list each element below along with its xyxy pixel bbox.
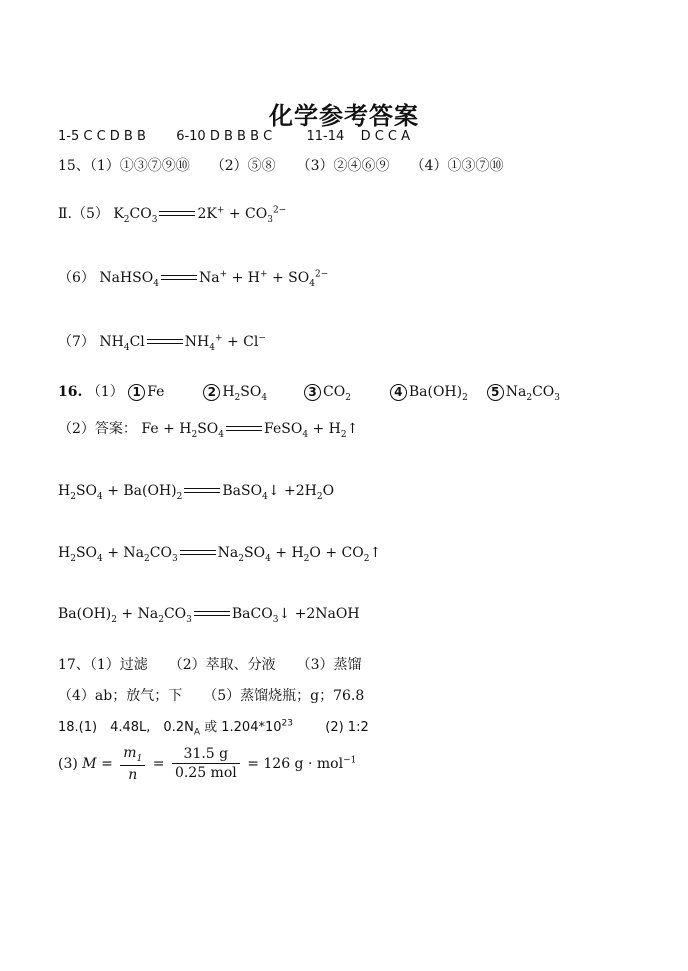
q16-label: 16. xyxy=(58,384,83,400)
q18-part2: (2) 1:2 xyxy=(325,720,369,735)
q16-eq2: $H_2SO_4 + Ba(OH)_2$ BaSO$_4$↓ $+2H_2O$ xyxy=(58,483,335,502)
mc-group-2-label: 6-10 xyxy=(176,129,206,144)
q16-answer-4: Ba(OH) xyxy=(408,384,463,400)
mc-group-2-answers: D B B B C xyxy=(209,129,273,144)
mc-group-3-answers: D C C A xyxy=(360,129,411,144)
q16-eq4: $Ba(OH)_2 + Na_2CO_3$ BaCO$_3$↓ +2NaOH xyxy=(58,606,360,625)
q18-part3-label: (3) xyxy=(58,755,78,772)
circle-number-1: 1 xyxy=(128,384,145,401)
fraction-values xyxy=(172,746,240,781)
q18-line3: (3) M = $\frac{m_1}{n}$ = $\frac{31.5 g}{\text{0.25 mol}}$ = 126 g · mol$^{-1}$ xyxy=(58,745,357,783)
q18-part1: 18.(1) 4.48L, 0.2N xyxy=(58,720,194,735)
equals-sign-icon xyxy=(159,209,195,219)
q16-part1-label: （1） xyxy=(86,384,124,400)
fraction-m-over-n: $\frac{m_1}{n}$ xyxy=(120,745,145,783)
mc-group-3-label: 11-14 xyxy=(306,129,345,144)
circle-number-4: 4 xyxy=(390,384,407,401)
equals-sign-icon xyxy=(180,548,216,558)
circle-number-5: 5 xyxy=(487,384,504,401)
equals-sign-icon xyxy=(184,486,220,496)
page-title: 化学参考答案 xyxy=(269,102,419,130)
equals-sign-icon xyxy=(147,337,183,347)
q17-line2: （4）ab；放气；下 （5）蒸馏烧瓶；g；76.8 xyxy=(58,688,365,704)
q16-eq1: （2）答案： $Fe + H_2SO_4$ FeSO$_4$ + $H_2↑$ xyxy=(58,421,359,440)
fraction-numerator: 31.5 g xyxy=(172,746,240,764)
q15-part7: （7） $NH_4Cl$ $NH_4^+ + Cl^-$ xyxy=(58,333,266,353)
q16-part2-label: （2）答案： xyxy=(58,421,137,437)
q15-part6-label: （6） xyxy=(58,270,95,286)
mc-answers xyxy=(58,129,410,144)
q15-part5: Ⅱ.（5） $K_2CO_3$ $2K^+ + CO_3^{2-}$ xyxy=(58,205,287,225)
q15-part6: （6） NaHSO$_4$ $Na^+ + H^+ + SO_4^{2-}$ xyxy=(58,269,329,289)
q15-line: 15、（1）①③⑦⑨⑩ （2）⑤⑧ （3）②④⑥⑨ （4）①③⑦⑩ xyxy=(58,158,504,174)
circle-number-2: 2 xyxy=(203,384,220,401)
q18-part1-mid: 或 1.204*10 xyxy=(199,720,282,735)
q16-part1: 16. （1） 1 Fe 2 $H_2SO_4$ 3 $CO_2$ 4 $Ba(OH)_2$ 5 $Na_2CO_3$ xyxy=(58,384,561,403)
equals-sign-icon xyxy=(161,273,197,283)
q18-result: = 126 g · mol xyxy=(247,755,344,772)
circle-number-3: 3 xyxy=(304,384,321,401)
q18-part1-sup: 23 xyxy=(281,718,293,729)
fraction-denominator: 0.25 mol xyxy=(174,765,237,782)
equals-sign-icon xyxy=(226,424,262,434)
q16-answer-1: Fe xyxy=(147,384,165,400)
q16-eq3: $H_2SO_4 + Na_2CO_3$ $Na_2SO_4 + H_2O$ + $CO_2↑$ xyxy=(58,545,382,564)
q15-part7-label: （7） xyxy=(58,334,95,350)
mc-group-1-label: 1-5 xyxy=(58,129,80,144)
mc-group-1-answers: C C D B B xyxy=(83,129,146,144)
q15-part5-label: Ⅱ.（5） xyxy=(58,206,109,222)
equals-sign-icon xyxy=(194,609,230,619)
q18-line1 xyxy=(58,716,369,738)
q17-line1: 17、（1）过滤 （2）萃取、分液 （3）蒸馏 xyxy=(58,657,362,673)
q18-part1-sub: A xyxy=(193,727,200,738)
